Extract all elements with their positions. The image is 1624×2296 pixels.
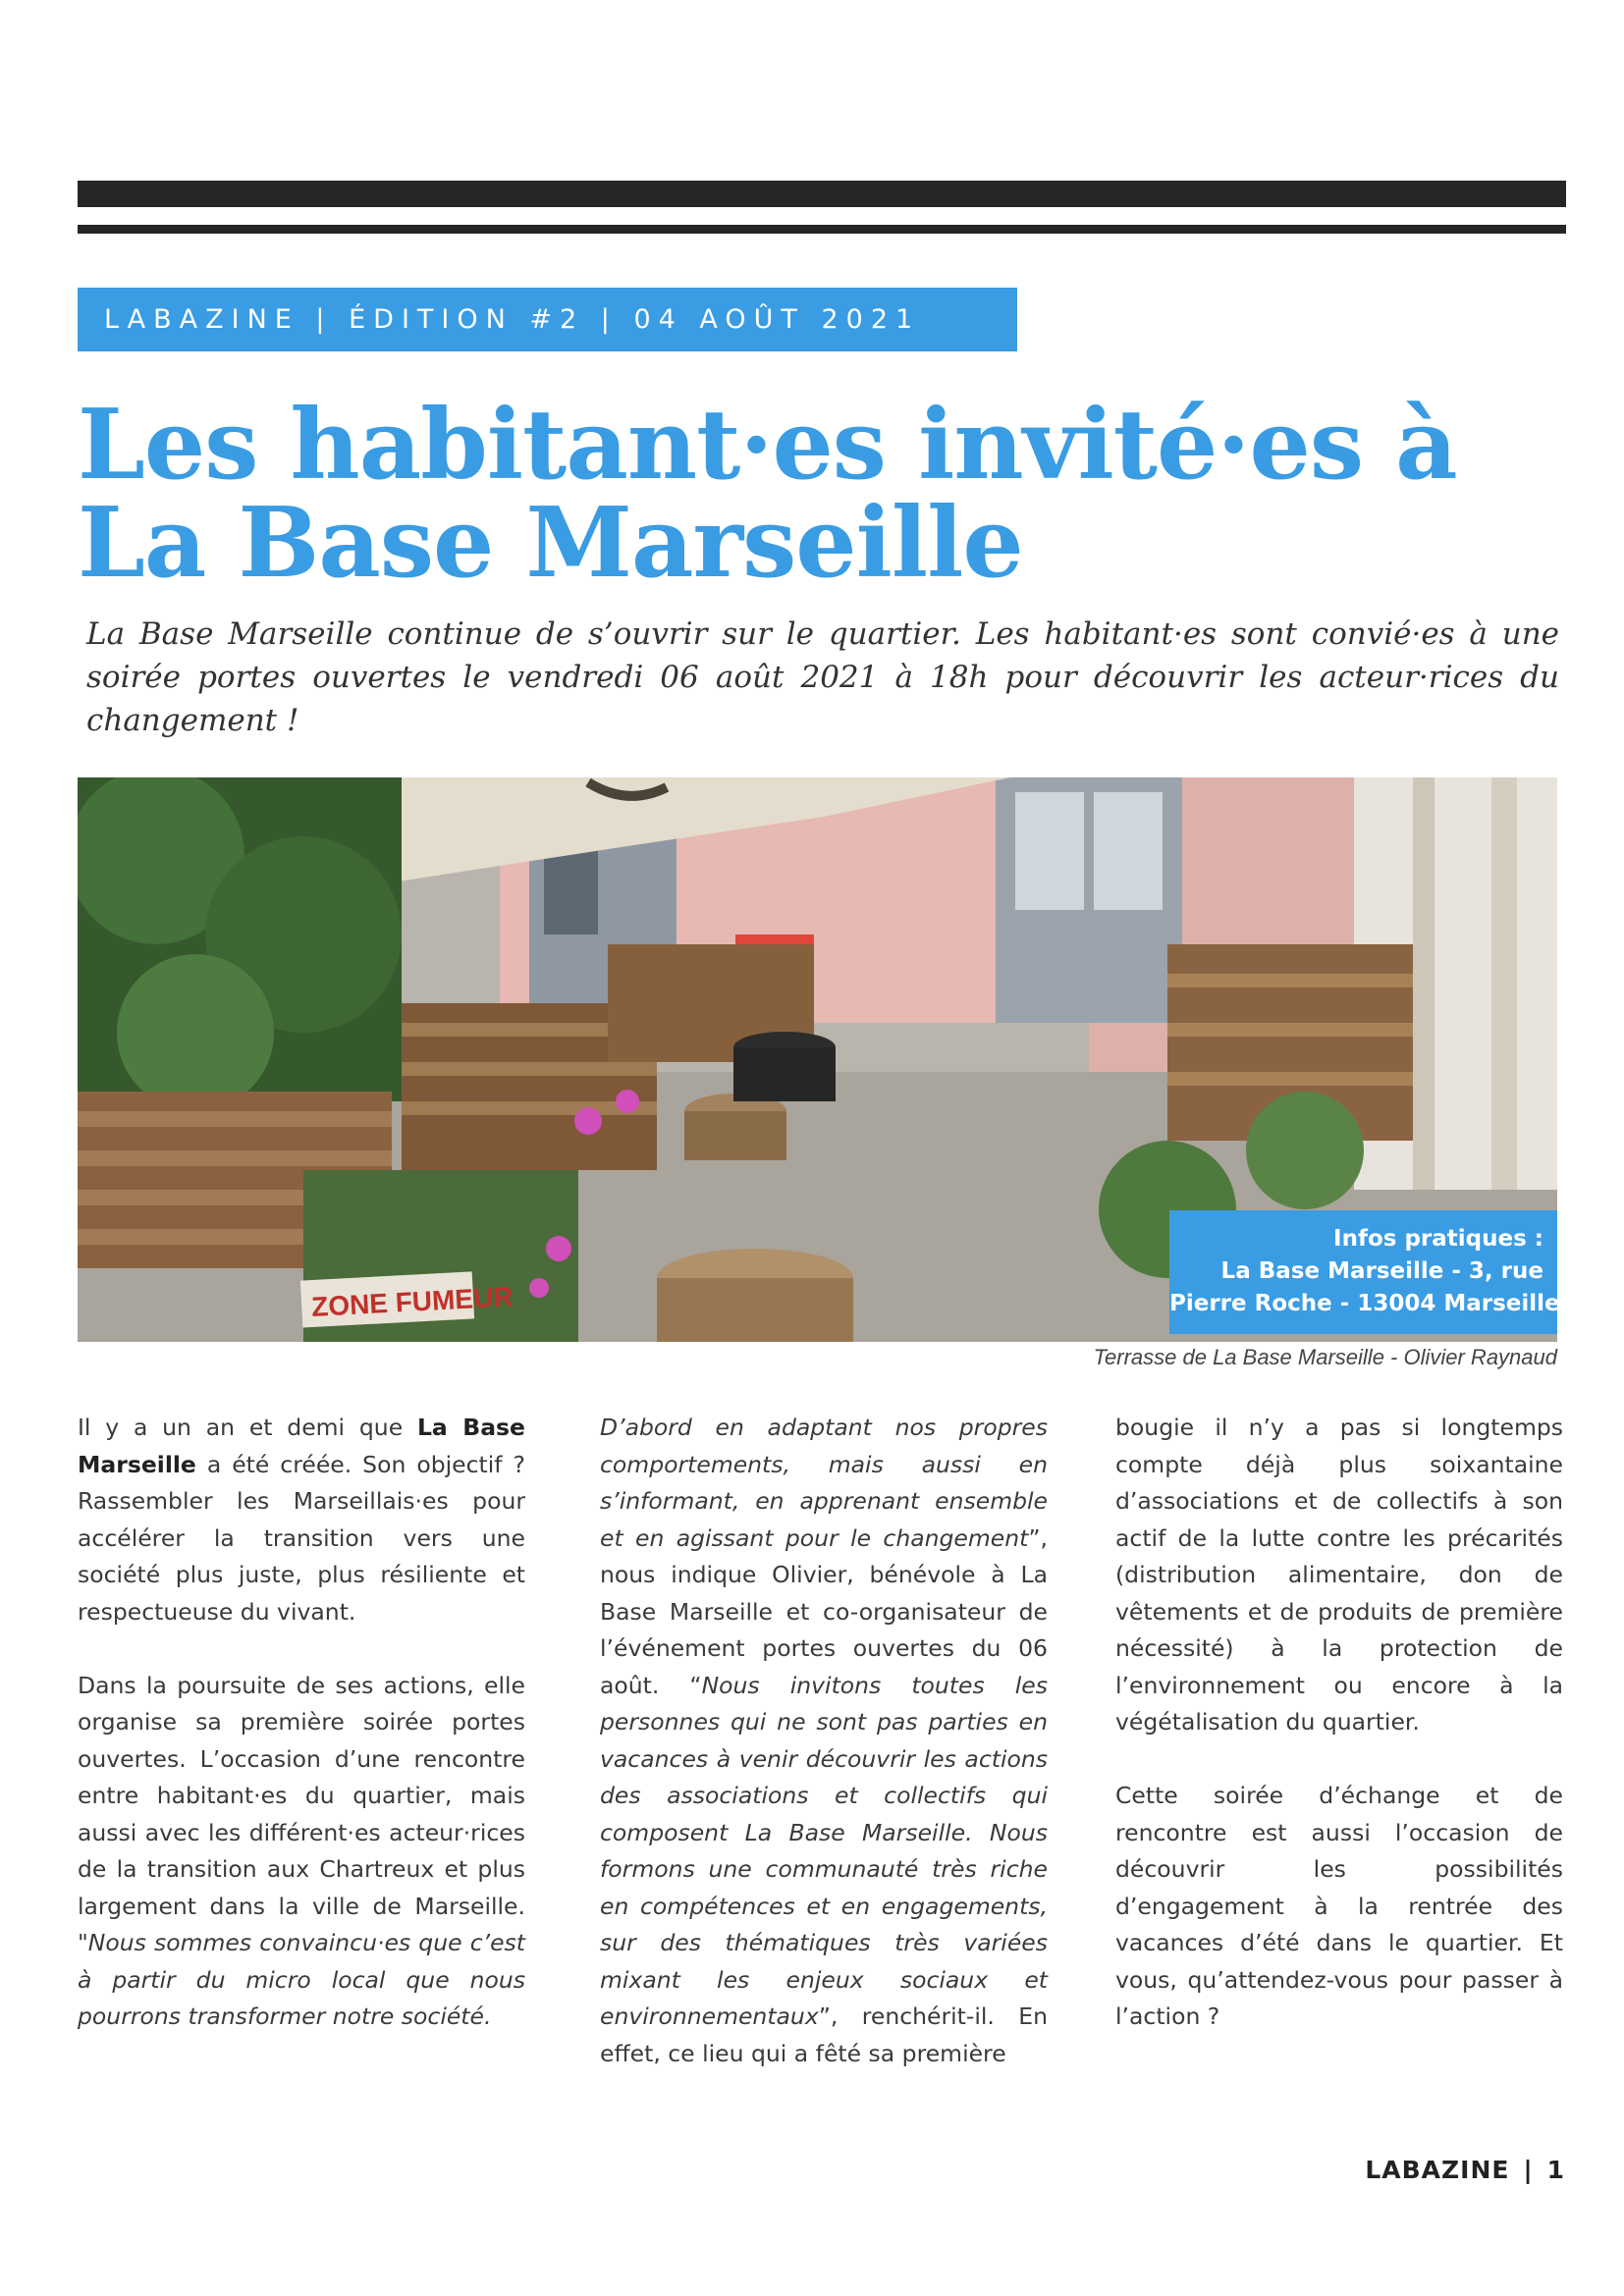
quote-run: Nous invitons toutes les personnes qui ne sont pas parties en vacances à venir découvrir les actions des associations et collectifs qui composent La Base Marseille. Nous formons une communauté très riche en compétences et en engagements, sur des thématiques très variées mixant les enjeux sociaux et environnementaux xyxy=(600,1671,1048,2030)
page-number: 1 xyxy=(1546,2156,1565,2184)
headline-line-2: La Base Marseille xyxy=(78,487,1023,600)
article-headline xyxy=(78,389,1570,600)
header-rule-thick xyxy=(78,181,1566,207)
article-lede: La Base Marseille continue de s’ouvrir sur le quartier. Les habitant·es sont convié·es à une soirée portes ouvertes le vendredi 06 août 2021 à 18h pour découvrir les acteur·rices du changement ! xyxy=(86,616,1559,738)
quote-run: "Nous sommes convaincu·es que c’est à partir du micro local que nous pourrons transformer notre société. xyxy=(78,1929,525,2030)
text-run: ”, renchérit-il. En effet, ce lieu qui a fêté sa première xyxy=(600,2002,1048,2067)
paragraph: Cette soirée d’échange et de rencontre est aussi l’occasion de découvrir les possibilités d’engagement à la rentrée des vacances d’été dans le quartier. Et vous, qu’attendez-vous pour passer à l’action ? xyxy=(1115,1782,1563,2030)
practical-info-box xyxy=(1169,1210,1560,1334)
paragraph xyxy=(78,1668,525,2036)
edition-banner xyxy=(78,288,1017,351)
headline-line-1: Les habitant·es invité·es à xyxy=(78,389,1457,502)
info-address-line-2: Pierre Roche - 13004 Marseille xyxy=(1169,1291,1560,1316)
photo-caption: Terrasse de La Base Marseille - Olivier Raynaud xyxy=(1093,1345,1557,1369)
edition-label: LABAZINE | ÉDITION #2 | 04 AOÛT 2021 xyxy=(104,304,921,335)
header-rule-thin xyxy=(78,225,1566,234)
text-run: a été créée. Son objectif ? Rassembler les Marseillais·es pour accélérer la transition vers une société plus juste, plus résiliente et respectueuse du vivant. xyxy=(78,1450,525,1626)
paragraph: bougie il n’y a pas si longtemps compte déjà plus soixantaine d’associations et de collectifs à son actif de la lutte contre les précarités (distribution alimentaire, don de vêtements et de produits de première nécessité) à la protection de l’environnement ou encore à la végétalisation du quartier. xyxy=(1115,1414,1563,1735)
article-column-1 xyxy=(78,1410,525,2072)
quote-run: D’abord en adaptant nos propres comportements, mais aussi en s’informant, en apprenant ensemble et en agissant pour le changement xyxy=(600,1414,1048,1552)
article-column-3 xyxy=(1115,1410,1563,2072)
text-run: Dans la poursuite de ses actions, elle organise sa première soirée portes ouvertes. L’occasion d’une rencontre entre habitant·es du quartier, mais aussi avec les différent·es acteur·rices de la transition aux Chartreux et plus largement dans la ville de Marseille. xyxy=(78,1671,525,1920)
organization-name: La Base Marseille xyxy=(78,1414,525,1478)
text-run: Il y a un an et demi que xyxy=(78,1414,417,1441)
page-footer xyxy=(1365,2156,1565,2184)
text-run: ”, nous indique Olivier, bénévole à La Base Marseille et co-organisateur de l’événement portes ouvertes du 06 août. “ xyxy=(600,1523,1048,1699)
footer-separator: | xyxy=(1523,2156,1534,2184)
zone-fumeur-sign: ZONE FUMEUR xyxy=(310,1281,514,1323)
paragraph xyxy=(78,1410,525,1630)
info-address-line-1: La Base Marseille - 3, rue xyxy=(1220,1258,1543,1284)
info-title: Infos pratiques : xyxy=(1333,1226,1543,1252)
article-column-2 xyxy=(600,1410,1048,2109)
paragraph xyxy=(600,1410,1048,2072)
footer-brand: LABAZINE xyxy=(1365,2156,1510,2184)
